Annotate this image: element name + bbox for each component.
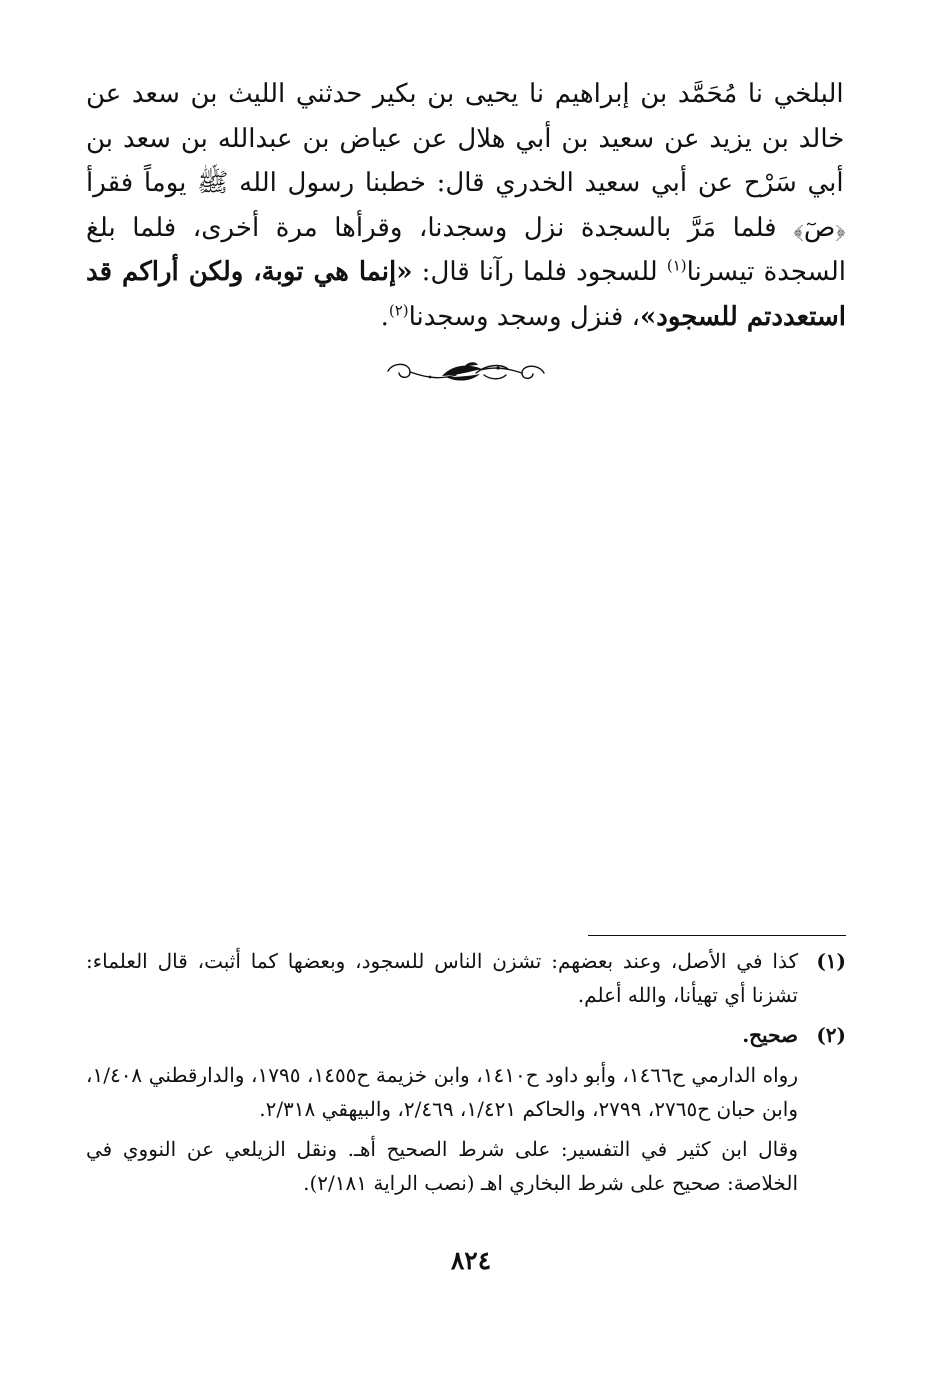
footnote-body <box>86 944 798 1012</box>
text-line-6b: ، فنزل وسجد وسجدنا <box>408 301 641 332</box>
text-line-1: البلخي نا مُحَمَّد بن إبراهيم نا يحيى بن بكير حدثني الليث بن سعد عن <box>86 79 844 109</box>
footnote-number: (٢) <box>816 1023 846 1047</box>
footnote-text: وقال ابن كثير في التفسير: على شرط الصحيح أهـ. ونقل الزيلعي عن النووي في الخلاصة: صحيح على شرط البخاري اهـ (نصب الراية ٢/١٨١). <box>86 1137 798 1195</box>
footnote-ref-2[interactable]: (٢) <box>388 300 409 319</box>
text-line-2: خالد بن يزيد عن سعيد بن أبي هلال عن عياض بن عبدالله بن سعد بن <box>86 123 845 154</box>
floral-divider-icon <box>380 357 552 387</box>
footnote-ref-1[interactable]: (١) <box>666 256 687 275</box>
main-paragraph <box>86 72 846 339</box>
footnote-1 <box>86 944 846 1012</box>
footnotes <box>86 944 846 1206</box>
footnote-number: (١) <box>816 949 846 973</box>
text-line-3: أبي سَرْح عن أبي سعيد الخدري قال: خطبنا رسول الله ﷺ يوماً فقرأ <box>86 168 844 198</box>
footnote-body <box>86 1018 798 1200</box>
footnote-heading: صحيح. <box>742 1023 798 1047</box>
footnote-text: كذا في الأصل، وعند بعضهم: تشزن الناس للسجود، وبعضها كما أثبت، قال العلماء: تشزنا أي تهيأنا، والله أعلم. <box>86 949 798 1007</box>
text-line-6-end: . <box>380 301 389 332</box>
hadith-quote: «إنما هي توبة، ولكن أراكم قد استعددتم للسجود» <box>86 257 846 332</box>
text-line-5b: للسجود فلما رآنا قال: <box>412 257 667 287</box>
main-text <box>86 72 846 339</box>
text-line-4: ﴿صٓ﴾ فلما مَرَّ بالسجدة نزل وسجدنا، وقرأها مرة أخرى، فلما بلغ السجدة <box>86 212 846 287</box>
footnote-text: رواه الدارمي ح١٤٦٦، وأبو داود ح١٤١٠، وابن خزيمة ح١٤٥٥، ١٧٩٥، والدارقطني ١/٤٠٨، وابن حبان ح٢٧٦٥، ٢٧٩٩، والحاكم ١/٤٢١، ٢/٤٦٩، والبيهقي ٢/٣١٨. <box>86 1063 798 1121</box>
footnote-2 <box>86 1018 846 1200</box>
footnote-divider <box>588 935 846 936</box>
text-line-5a: تيسرنا <box>686 257 755 287</box>
page-number: ٨٢٤ <box>450 1246 492 1275</box>
